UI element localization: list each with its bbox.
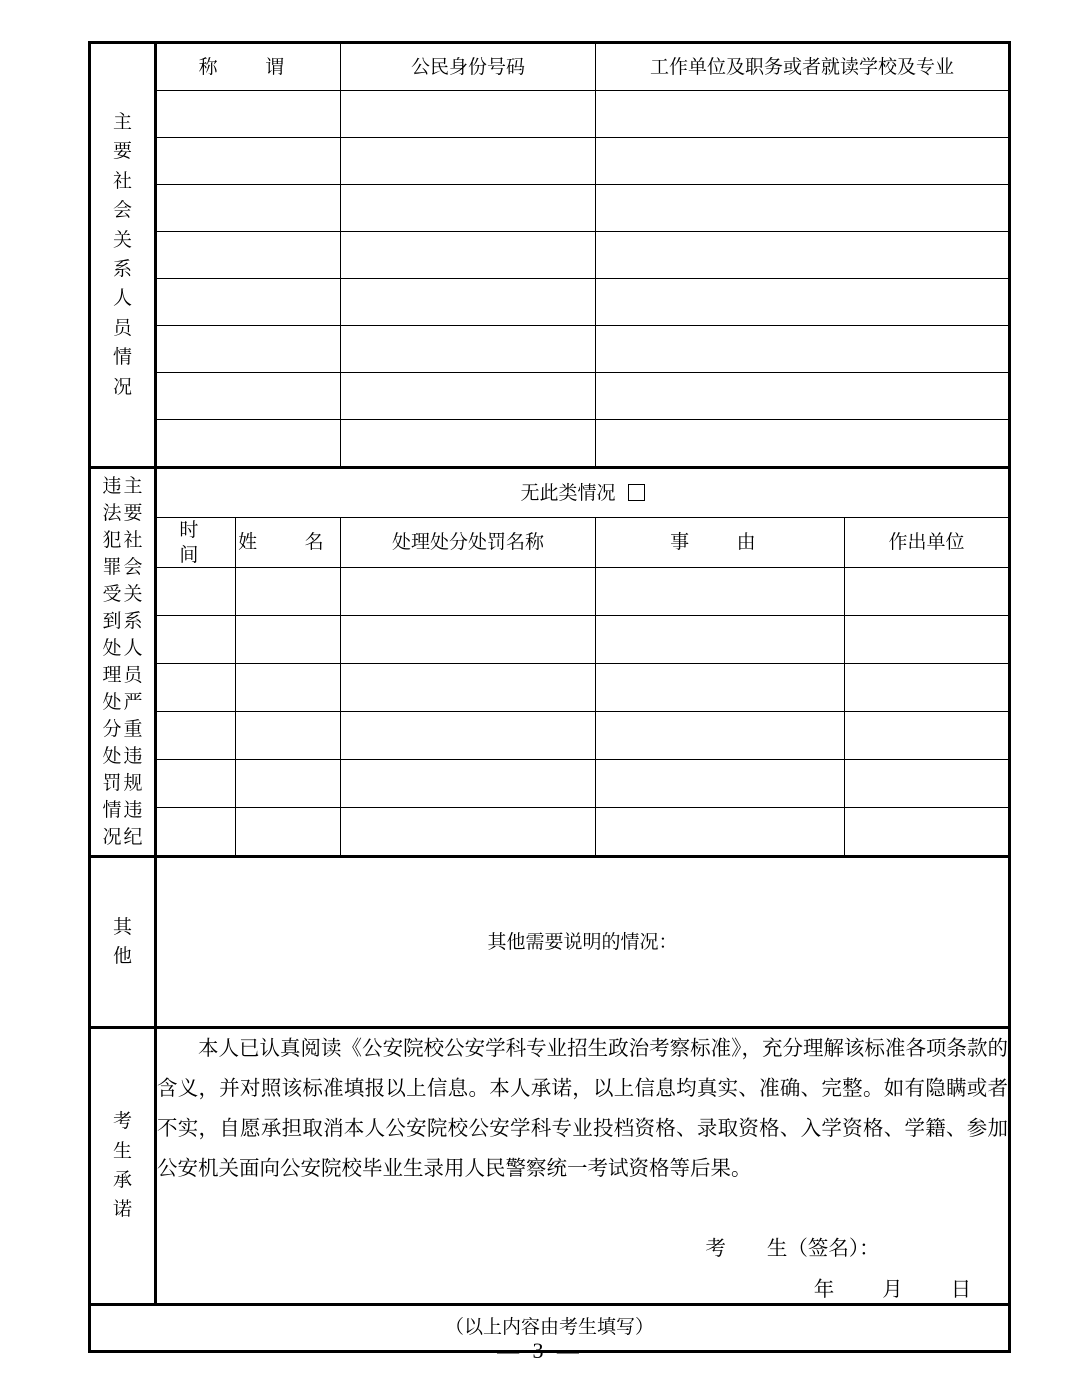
signature-line[interactable] xyxy=(157,1235,1008,1262)
cell-workplace-school[interactable] xyxy=(596,420,1010,468)
cell-issuing-unit[interactable] xyxy=(845,808,1010,857)
vlabel-char: 要 xyxy=(112,140,132,163)
table-row[interactable] xyxy=(90,326,1010,373)
cell-reason[interactable] xyxy=(596,568,845,616)
cell-workplace-school[interactable] xyxy=(596,91,1010,138)
pledge-section-row xyxy=(90,1028,1010,1304)
cell-id-number[interactable] xyxy=(341,373,596,420)
date-year-label: 年 xyxy=(813,1276,835,1301)
cell-workplace-school[interactable] xyxy=(596,279,1010,326)
other-section-row xyxy=(90,857,1010,1028)
table-row[interactable] xyxy=(90,664,1010,712)
other-vertical-label xyxy=(90,857,156,1028)
cell-id-number[interactable] xyxy=(341,232,596,279)
vlabel-char: 承 xyxy=(112,1168,132,1191)
cell-id-number[interactable] xyxy=(341,420,596,468)
table-row[interactable] xyxy=(90,808,1010,857)
vlabel-char: 生 xyxy=(112,1139,132,1162)
cell-penalty-name[interactable] xyxy=(341,808,596,857)
cell-id-number[interactable] xyxy=(341,91,596,138)
table-row[interactable] xyxy=(90,232,1010,279)
cell-name[interactable] xyxy=(236,568,341,616)
vlabel-char: 社 xyxy=(112,169,132,192)
cell-workplace-school[interactable] xyxy=(596,326,1010,373)
page-number: — 3 — xyxy=(497,1338,583,1363)
cell-reason[interactable] xyxy=(596,712,845,760)
cell-time[interactable] xyxy=(156,664,236,712)
cell-reason[interactable] xyxy=(596,760,845,808)
social-relations-vertical-label xyxy=(90,43,156,468)
cell-name[interactable] xyxy=(236,712,341,760)
cell-time[interactable] xyxy=(156,568,236,616)
table-row[interactable] xyxy=(90,138,1010,185)
col-header-relationship: 称 谓 xyxy=(156,43,341,91)
vlabel-char: 主 xyxy=(112,110,132,133)
violations-vertical-label xyxy=(90,468,156,857)
cell-name[interactable] xyxy=(236,616,341,664)
cell-penalty-name[interactable] xyxy=(341,664,596,712)
violations-vertical-label-col1: 主 要 社 会 关 系 人 员 严 重 违 规 违 纪 xyxy=(123,475,143,848)
cell-issuing-unit[interactable] xyxy=(845,712,1010,760)
signature-label: 考 生（签名）： xyxy=(705,1236,880,1261)
vlabel-char: 员 xyxy=(112,316,132,339)
footer-note: （以上内容由考生填写） xyxy=(90,1304,1010,1351)
cell-penalty-name[interactable] xyxy=(341,616,596,664)
cell-relationship[interactable] xyxy=(156,185,341,232)
table-row[interactable] xyxy=(90,91,1010,138)
cell-issuing-unit[interactable] xyxy=(845,616,1010,664)
cell-time[interactable] xyxy=(156,712,236,760)
cell-relationship[interactable] xyxy=(156,279,341,326)
cell-relationship[interactable] xyxy=(156,91,341,138)
violations-header-row xyxy=(90,518,1010,568)
vlabel-char: 考 xyxy=(112,1110,132,1133)
no-situation-checkbox[interactable] xyxy=(628,484,645,501)
date-month-label: 月 xyxy=(882,1276,903,1301)
other-notes-area[interactable] xyxy=(156,857,1010,1028)
vlabel-char: 情 xyxy=(112,346,132,369)
cell-relationship[interactable] xyxy=(156,232,341,279)
vlabel-char: 系 xyxy=(112,258,132,280)
cell-penalty-name[interactable] xyxy=(341,712,596,760)
cell-relationship[interactable] xyxy=(156,420,341,468)
vlabel-char: 诺 xyxy=(112,1198,132,1221)
violations-no-situation-row xyxy=(90,468,1010,518)
cell-relationship[interactable] xyxy=(156,326,341,373)
date-day-label: 日 xyxy=(950,1276,972,1301)
cell-issuing-unit[interactable] xyxy=(845,760,1010,808)
col-header-id-number: 公民身份号码 xyxy=(341,43,596,91)
table-row[interactable] xyxy=(90,185,1010,232)
cell-name[interactable] xyxy=(236,664,341,712)
col-header-reason: 事 由 xyxy=(596,518,845,568)
cell-workplace-school[interactable] xyxy=(596,373,1010,420)
col-header-issuing-unit: 作出单位 xyxy=(845,518,1010,568)
table-row[interactable] xyxy=(90,568,1010,616)
no-situation-label: 无此类情况 xyxy=(520,481,616,504)
vlabel-char: 人 xyxy=(112,287,132,310)
cell-reason[interactable] xyxy=(596,664,845,712)
other-notes-prompt: 其他需要说明的情况： xyxy=(487,931,678,954)
cell-id-number[interactable] xyxy=(341,279,596,326)
violations-vertical-label-col2: 违 法 犯 罪 受 到 处 理 处 分 处 罚 情 况 xyxy=(102,475,122,848)
cell-penalty-name[interactable] xyxy=(341,760,596,808)
vlabel-char: 他 xyxy=(112,945,132,968)
vlabel-char: 况 xyxy=(112,375,132,398)
cell-workplace-school[interactable] xyxy=(596,138,1010,185)
cell-time[interactable] xyxy=(156,760,236,808)
no-situation-cell[interactable] xyxy=(156,468,1010,518)
cell-reason[interactable] xyxy=(596,616,845,664)
date-line[interactable] xyxy=(157,1276,1008,1303)
pledge-vertical-label xyxy=(90,1028,156,1304)
cell-name[interactable] xyxy=(236,760,341,808)
col-header-workplace-school: 工作单位及职务或者就读学校及专业 xyxy=(596,43,1010,91)
cell-issuing-unit[interactable] xyxy=(845,568,1010,616)
cell-time[interactable] xyxy=(156,616,236,664)
vlabel-char: 会 xyxy=(112,199,132,222)
table-row[interactable] xyxy=(90,279,1010,326)
vlabel-char: 其 xyxy=(112,915,132,938)
table-row[interactable] xyxy=(90,420,1010,468)
table-row[interactable] xyxy=(90,373,1010,420)
cell-name[interactable] xyxy=(236,808,341,857)
cell-relationship[interactable] xyxy=(156,138,341,185)
cell-penalty-name[interactable] xyxy=(341,568,596,616)
political-review-form-table xyxy=(88,41,1011,1353)
col-header-name: 姓 名 xyxy=(236,518,341,568)
cell-workplace-school[interactable] xyxy=(596,185,1010,232)
col-header-time: 时 间 xyxy=(156,518,236,568)
col-header-penalty-name: 处理处分处罚名称 xyxy=(341,518,596,568)
cell-issuing-unit[interactable] xyxy=(845,664,1010,712)
cell-time[interactable] xyxy=(156,808,236,857)
vlabel-char: 关 xyxy=(112,228,132,251)
social-relations-header-row xyxy=(90,43,1010,91)
cell-id-number[interactable] xyxy=(341,326,596,373)
cell-id-number[interactable] xyxy=(341,138,596,185)
cell-relationship[interactable] xyxy=(156,373,341,420)
pledge-content xyxy=(156,1028,1010,1304)
cell-id-number[interactable] xyxy=(341,185,596,232)
cell-reason[interactable] xyxy=(596,808,845,857)
table-row[interactable] xyxy=(90,616,1010,664)
pledge-paragraph: 本人已认真阅读《公安院校公安学科专业招生政治考察标准》，充分理解该标准各项条款的含义，并对照该标准填报以上信息。本人承诺，以上信息均真实、准确、完整。如有隐瞒或者不实，自愿承担取消本人公安院校公安学科专业投档资格、录取资格、入学资格、学籍、参加公安机关面向公安院校毕业生录用人民警察统一考试资格等后果。 xyxy=(157,1036,1009,1181)
cell-workplace-school[interactable] xyxy=(596,232,1010,279)
table-row[interactable] xyxy=(90,712,1010,760)
table-row[interactable] xyxy=(90,760,1010,808)
